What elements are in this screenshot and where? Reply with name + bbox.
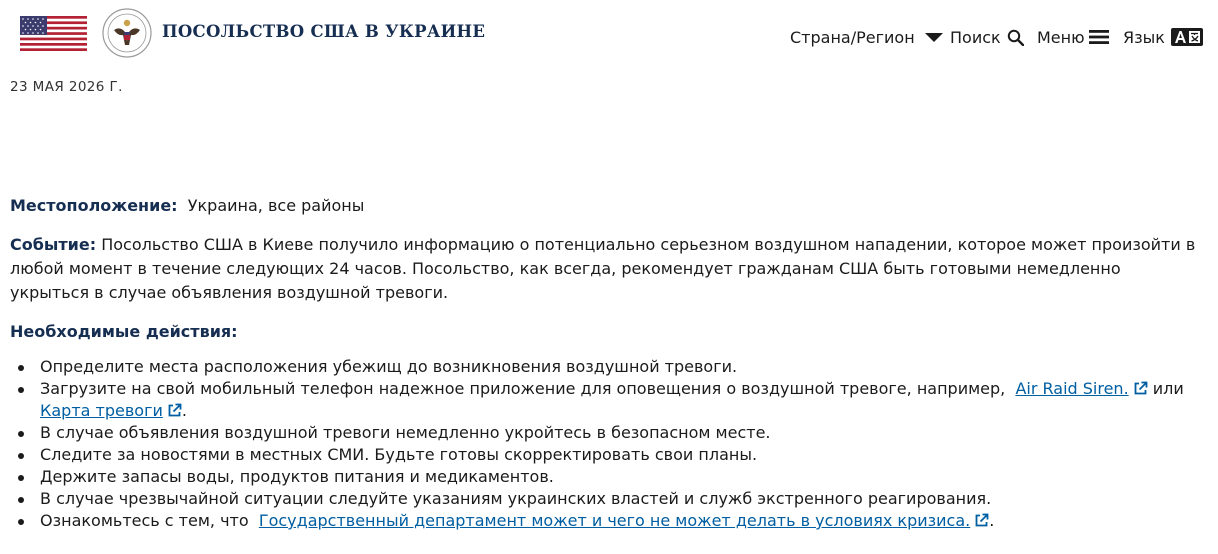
list-item xyxy=(40,466,1200,488)
external-link-icon xyxy=(167,403,182,418)
list-item-text: Следите за новостями в местных СМИ. Будьте готовы скорректировать свои планы. xyxy=(40,445,758,464)
list-item-text: . xyxy=(181,401,187,420)
external-link-icon xyxy=(1133,381,1148,396)
us-flag-icon[interactable] xyxy=(20,16,87,51)
menu-button[interactable] xyxy=(1037,26,1109,48)
search-button[interactable] xyxy=(950,26,1024,48)
list-item-text: . xyxy=(989,511,995,530)
search-label: Поиск xyxy=(950,27,1001,47)
menu-label: Меню xyxy=(1037,27,1085,47)
language-label: Язык xyxy=(1123,27,1165,47)
list-item xyxy=(40,378,1200,422)
list-item xyxy=(40,444,1200,466)
translate-icon xyxy=(1171,28,1203,46)
state-department-crisis-link[interactable]: Государственный департамент может и чего не может делать в условиях кризиса. xyxy=(258,511,971,530)
search-icon xyxy=(1007,29,1024,46)
country-region-label: Страна/Регион xyxy=(790,27,915,47)
list-item-text: В случае чрезвычайной ситуации следуйте указаниям украинских властей и служб экстренного реагирования. xyxy=(40,489,992,508)
list-item-text: Определите места расположения убежищ до возникновения воздушной тревоги. xyxy=(40,357,738,376)
list-item-text: или xyxy=(1152,379,1184,398)
location-paragraph xyxy=(10,194,1200,218)
list-item xyxy=(40,356,1200,378)
site-header xyxy=(0,0,1218,70)
event-text: Посольство США в Киеве получило информацию о потенциально серьезном воздушном нападении, которое может произойти в любой момент в течение следующих 24 часов. Посольство, как всегда, рекомендует гражданам США быть готовыми немедленно укрыться в случае объявления воздушной тревоги. xyxy=(10,235,1196,302)
list-item-text: Ознакомьтесь с тем, что xyxy=(40,511,249,530)
air-raid-siren-link[interactable]: Air Raid Siren. xyxy=(1015,379,1129,398)
department-seal-icon[interactable] xyxy=(102,8,152,58)
list-item xyxy=(40,422,1200,444)
caret-down-icon xyxy=(924,31,944,43)
actions-list xyxy=(10,356,1200,532)
list-item-text: Загрузите на свой мобильный телефон надежное приложение для оповещения о воздушной тревоге, например, xyxy=(40,379,1006,398)
list-item-text: Держите запасы воды, продуктов питания и медикаментов. xyxy=(40,467,554,486)
site-title[interactable]: ПОСОЛЬСТВО США В УКРАИНЕ xyxy=(162,22,486,41)
publication-date: 23 МАЯ 2026 Г. xyxy=(10,79,123,95)
alert-map-link[interactable]: Карта тревоги xyxy=(40,401,163,420)
country-region-dropdown[interactable] xyxy=(790,26,944,48)
external-link-icon xyxy=(974,513,989,528)
event-paragraph xyxy=(10,233,1200,305)
alert-content xyxy=(10,194,1200,532)
location-value: Украина, все районы xyxy=(187,196,365,215)
event-label: Событие: xyxy=(10,235,97,254)
language-button[interactable] xyxy=(1123,26,1203,48)
hamburger-menu-icon xyxy=(1089,29,1109,45)
location-label: Местоположение: xyxy=(10,196,178,215)
list-item-text: В случае объявления воздушной тревоги немедленно укройтесь в безопасном месте. xyxy=(40,423,771,442)
list-item xyxy=(40,488,1200,510)
actions-heading: Необходимые действия: xyxy=(10,322,238,341)
list-item xyxy=(40,510,1200,532)
